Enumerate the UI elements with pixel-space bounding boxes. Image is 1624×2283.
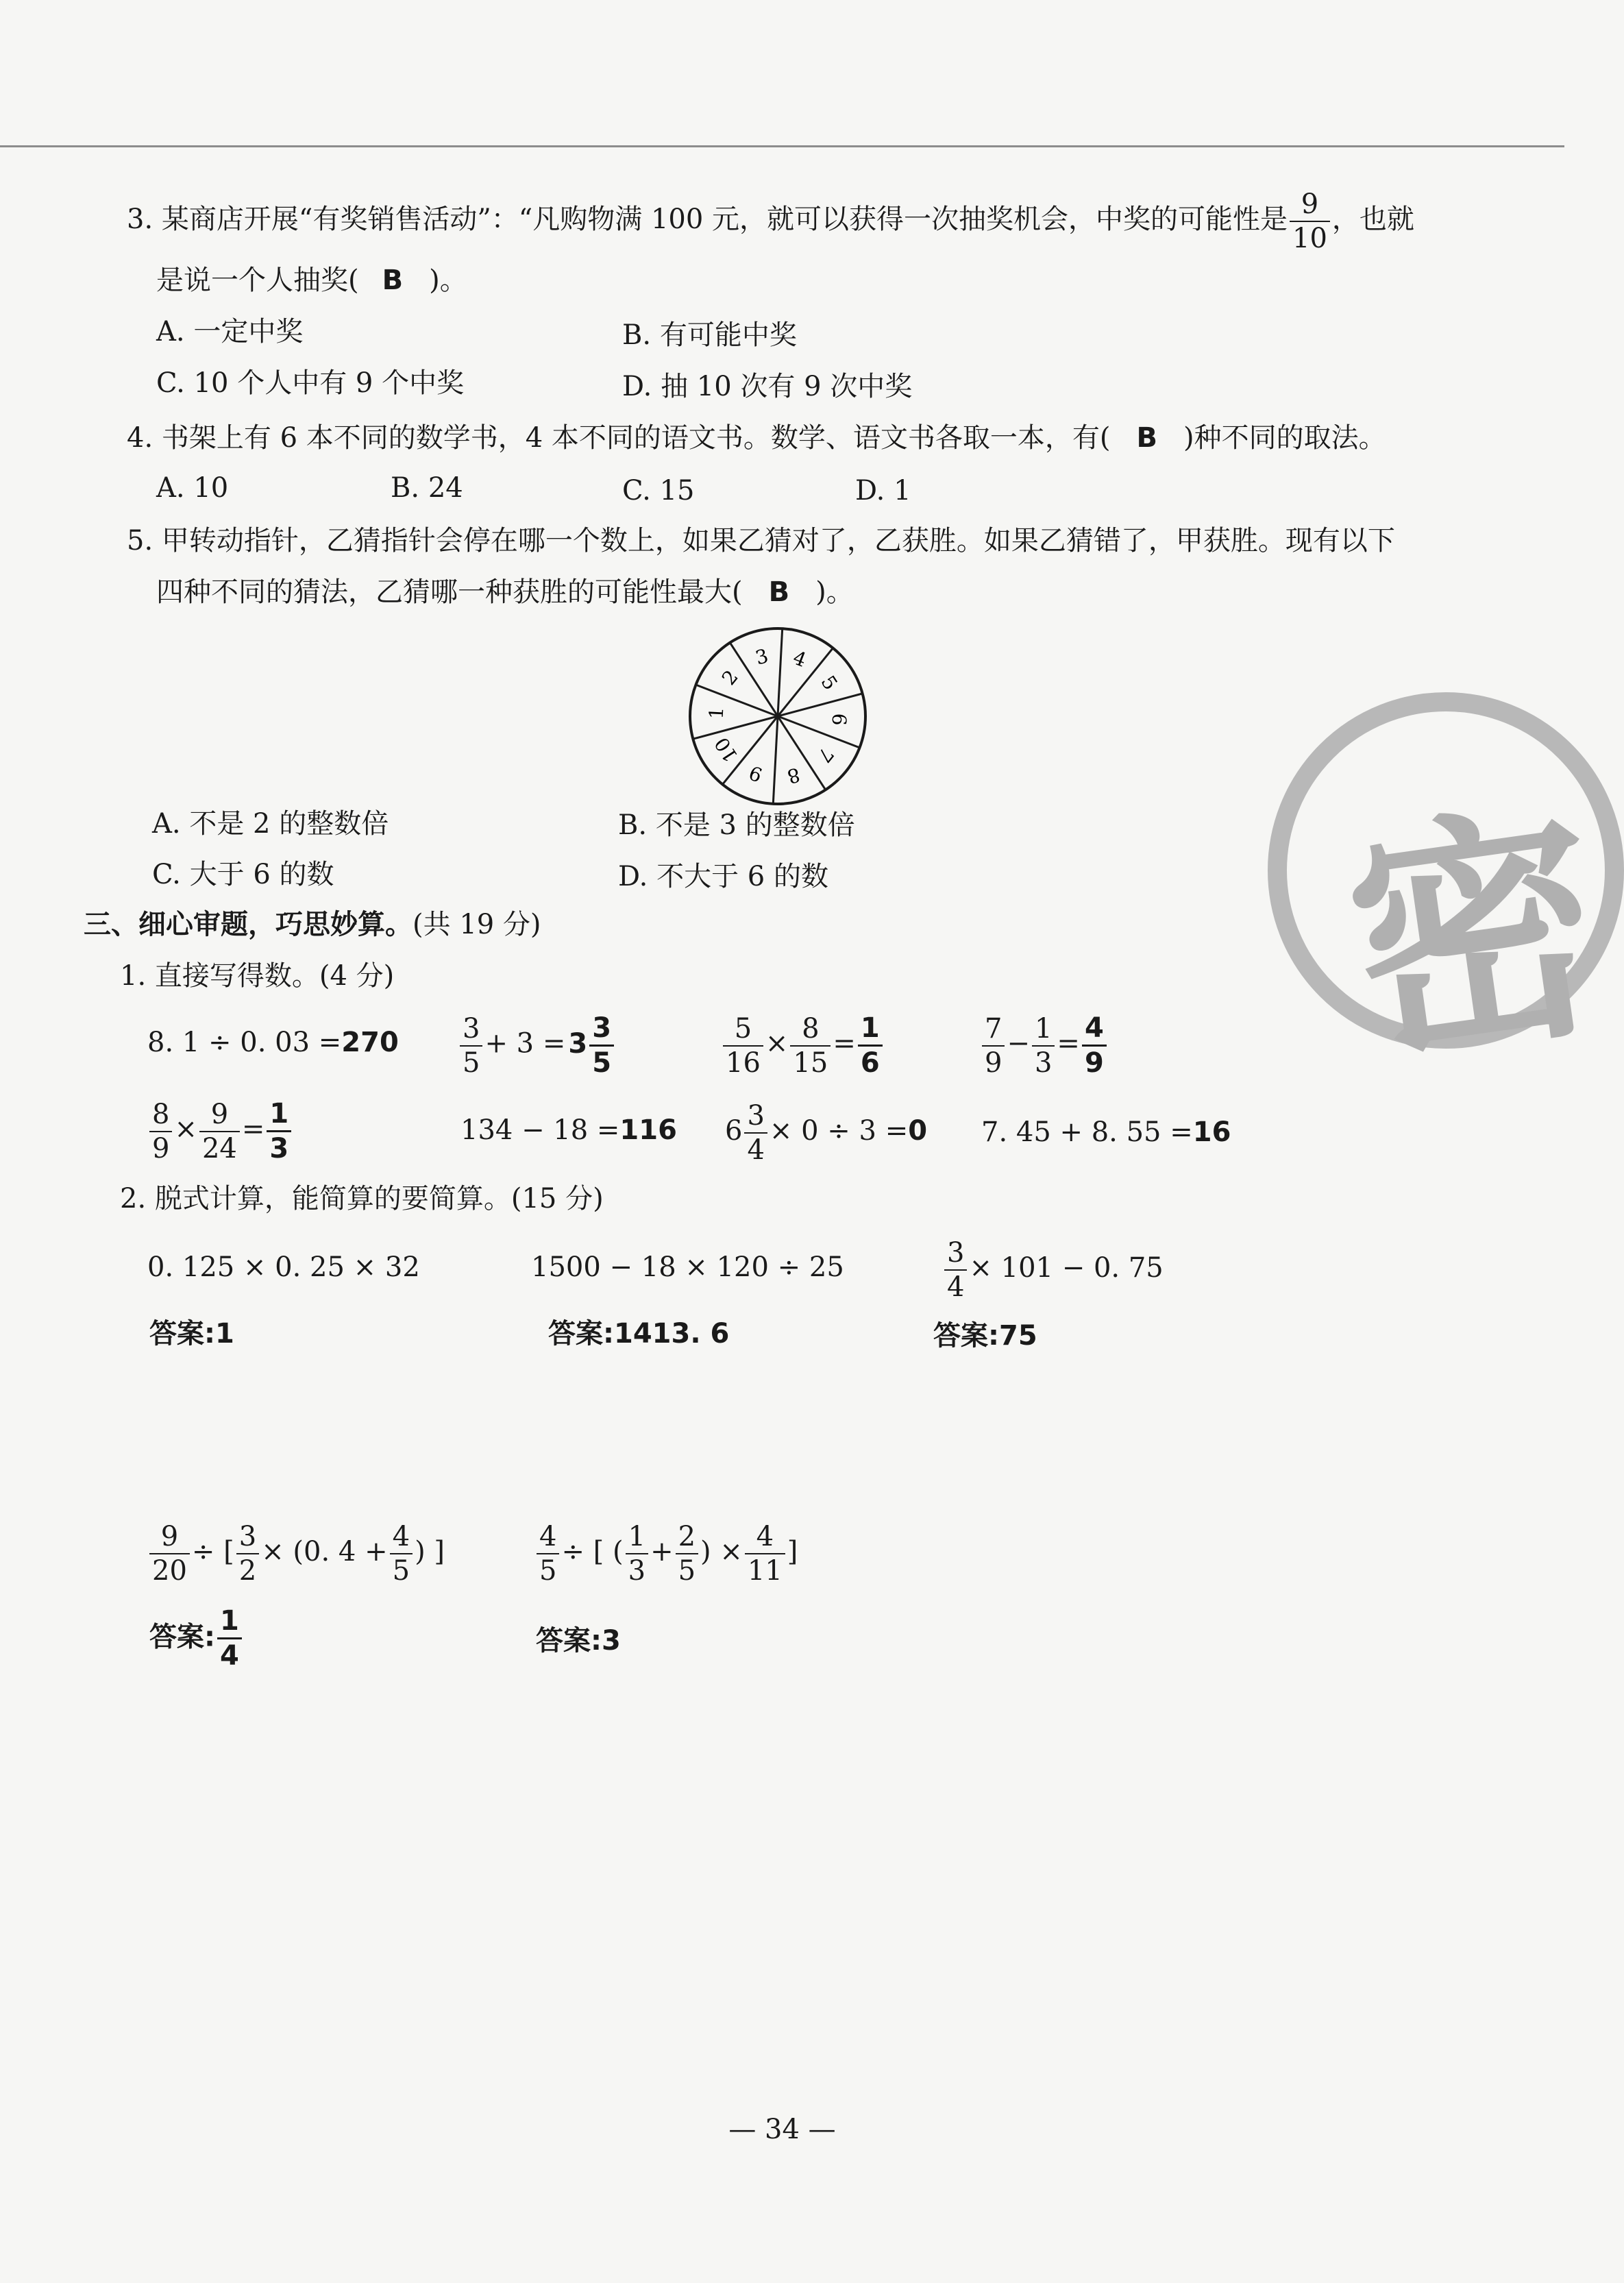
q3-stem-line2: 是说一个人抽奖( B )。 bbox=[156, 265, 467, 296]
spinner-wheel bbox=[685, 624, 870, 809]
spinner-number-3: 3 bbox=[752, 644, 771, 670]
q3-fraction: $\frac{9}{10}$ bbox=[1290, 191, 1330, 252]
answer-c4: 答案: $\frac{1}{4}$ bbox=[149, 1607, 244, 1670]
spinner-number-9: 9 bbox=[746, 761, 766, 787]
spinner-number-1: 1 bbox=[704, 706, 728, 720]
q4-stem: 4. 书架上有 6 本不同的数学书，4 本不同的语文书。数学、语文书各取一本，有( B )种不同的取法。 bbox=[127, 422, 1386, 454]
q3-option-b: B. 有可能中奖 bbox=[622, 319, 797, 351]
calc-e1: 8. 1 ÷ 0. 03 =270 bbox=[147, 1027, 399, 1058]
spinner-number-7: 7 bbox=[813, 743, 839, 767]
calc-e2: $\frac{3}{5}$ + 3 = 3 $\frac{3}{5}$ bbox=[458, 1014, 616, 1077]
spinner-number-8: 8 bbox=[785, 763, 803, 788]
answer-c1: 答案:1 bbox=[149, 1318, 234, 1350]
q5-option-c: C. 大于 6 的数 bbox=[152, 859, 334, 890]
q4-answer: B bbox=[1136, 422, 1158, 454]
calc-e7: 6 $\frac{3}{4}$ × 0 ÷ 3 =0 bbox=[725, 1100, 928, 1166]
header-rule bbox=[0, 145, 1564, 147]
spinner-number-4: 4 bbox=[789, 646, 810, 672]
calc-c1: 0. 125 × 0. 25 × 32 bbox=[147, 1252, 420, 1283]
q4-option-d: D. 1 bbox=[855, 475, 911, 506]
q5-answer: B bbox=[768, 576, 790, 608]
calc-e5: $\frac{8}{9}$ × $\frac{9}{24}$ = $\frac{1}{3}$ bbox=[147, 1100, 293, 1162]
page-number: — 34 — bbox=[728, 2114, 836, 2145]
q3-answer: B bbox=[382, 265, 404, 296]
q3-stem: 3. 某商店开展“有奖销售活动”：“凡购物满 100 元，就可以获得一次抽奖机会，中奖的可能性是 $\frac{9}{10}$ ，也就 bbox=[127, 188, 1414, 254]
calc-e3: $\frac{5}{16}$ × $\frac{8}{15}$ = $\frac{1}{6}$ bbox=[721, 1014, 885, 1077]
calc-c5: $\frac{4}{5}$ ÷ [ ( $\frac{1}{3}$ + $\frac{2}{5}$ ) × $\frac{4}{11}$ ] bbox=[534, 1523, 798, 1585]
section3-title: 三、细心审题，巧思妙算。(共 19 分) bbox=[84, 908, 541, 940]
q5-stem: 5. 甲转动指针，乙猜指针会停在哪一个数上，如果乙猜对了，乙获胜。如果乙猜错了，甲获胜。现有以下 bbox=[127, 525, 1395, 557]
spinner-divider bbox=[693, 716, 778, 739]
spinner-divider bbox=[773, 716, 778, 804]
calc-e6: 134 − 18 =116 bbox=[460, 1114, 677, 1146]
q4-option-c: C. 15 bbox=[622, 475, 695, 506]
spinner-number-6: 6 bbox=[827, 712, 851, 727]
stamp-glyph: 密 bbox=[1332, 777, 1617, 1097]
stamp-watermark bbox=[1268, 692, 1624, 1097]
answer-c3: 答案:75 bbox=[933, 1320, 1037, 1352]
answer-c5: 答案:3 bbox=[536, 1625, 621, 1657]
spinner-number-5: 5 bbox=[816, 671, 842, 694]
q5-stem-line2: 四种不同的猜法，乙猜哪一种获胜的可能性最大( B )。 bbox=[156, 576, 854, 608]
q4-option-a: A. 10 bbox=[156, 472, 229, 504]
calc-c3: $\frac{3}{4}$ × 101 − 0. 75 bbox=[942, 1239, 1164, 1301]
q3-option-c: C. 10 个人中有 9 个中奖 bbox=[156, 367, 465, 399]
spinner-number-10: 10 bbox=[710, 733, 743, 766]
calc-c2: 1500 − 18 × 120 ÷ 25 bbox=[531, 1252, 844, 1283]
calc-c4: $\frac{9}{20}$ ÷ [ $\frac{3}{2}$ × (0. 4 + $\frac{4}{5}$ ) ] bbox=[147, 1523, 445, 1585]
q4-option-b: B. 24 bbox=[391, 472, 463, 504]
q5-option-d: D. 不大于 6 的数 bbox=[618, 861, 828, 892]
q3-option-a: A. 一定中奖 bbox=[156, 316, 304, 347]
p1-title: 1. 直接写得数。(4 分) bbox=[120, 960, 395, 992]
q5-option-a: A. 不是 2 的整数倍 bbox=[152, 808, 389, 840]
spinner-number-2: 2 bbox=[717, 666, 743, 689]
q5-option-b: B. 不是 3 的整数倍 bbox=[618, 809, 855, 841]
calc-e8: 7. 45 + 8. 55 =16 bbox=[981, 1116, 1231, 1148]
q3-option-d: D. 抽 10 次有 9 次中奖 bbox=[622, 371, 913, 402]
p2-title: 2. 脱式计算，能简算的要简算。(15 分) bbox=[120, 1183, 604, 1214]
calc-e4: $\frac{7}{9}$ − $\frac{1}{3}$ = $\frac{4}{9}$ bbox=[980, 1014, 1109, 1077]
spinner-divider bbox=[778, 694, 863, 716]
answer-c2: 答案:1413. 6 bbox=[548, 1318, 730, 1350]
spinner-divider bbox=[778, 628, 783, 716]
